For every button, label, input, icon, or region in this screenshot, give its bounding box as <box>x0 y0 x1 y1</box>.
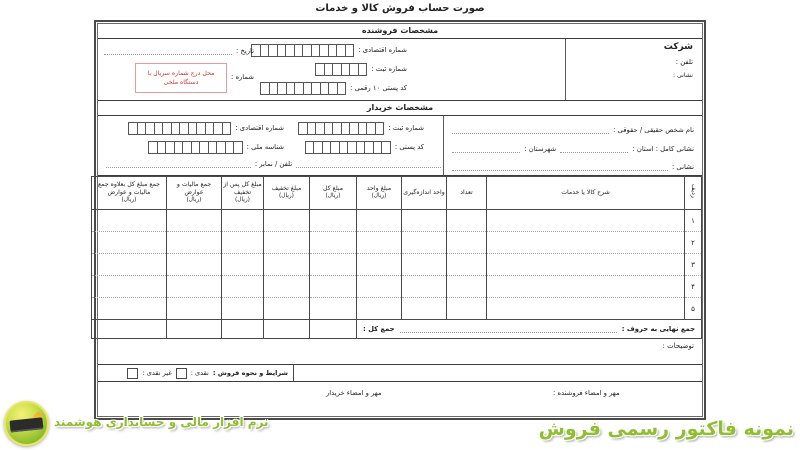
terms-label: شرایط و نحوه فروش : <box>212 369 288 377</box>
buyer-postal-code-boxes[interactable] <box>306 141 391 154</box>
items-table-header-row <box>92 177 702 210</box>
totals-after-discount-cell[interactable] <box>222 320 264 339</box>
seller-postal-code-row <box>252 81 407 95</box>
col-header-discount: مبلغ تخفیف (ریال) <box>264 177 310 210</box>
buyer-phone-fax-label: تلفن / نمابر : <box>254 160 293 168</box>
row-number-cell: ۱ <box>685 210 702 232</box>
buyer-reg-postal-block <box>299 121 424 159</box>
totals-row <box>92 320 702 339</box>
buyer-national-id-row <box>129 140 284 154</box>
items-table <box>91 176 702 339</box>
col-header-description: شرح کالا یا خدمات <box>487 177 685 210</box>
hooshmand-logo <box>4 401 49 446</box>
col-header-unit-price: مبلغ واحد (ریال) <box>357 177 402 210</box>
seller-date-number-block <box>104 47 254 93</box>
buyer-full-address-row <box>452 139 694 153</box>
seller-company-block <box>565 39 702 100</box>
seller-economic-code-row <box>252 43 407 57</box>
table-row[interactable] <box>92 298 702 320</box>
seller-number-row <box>104 61 254 93</box>
buyer-section <box>98 116 702 176</box>
totals-words-cell <box>357 320 702 339</box>
col-header-row-number: ردیف <box>685 177 702 210</box>
col-header-total-after-discount: مبلغ کل پس از تخفیف (ریال) <box>222 177 264 210</box>
buyer-reg-number-row <box>299 121 424 135</box>
signatures-row <box>98 382 702 411</box>
totals-plus-tax-cell[interactable] <box>92 320 167 339</box>
totals-total-price-cell[interactable] <box>310 320 357 339</box>
table-row[interactable] <box>92 276 702 298</box>
serial-number-note: محل درج شماره سریال با دستگاه ملخی <box>135 63 227 93</box>
seller-section <box>98 39 702 101</box>
seller-address-label: نشانی : <box>672 72 693 79</box>
buyer-postal-code-label: کد پستی : <box>394 143 424 151</box>
seller-postal-code-label: کد پستی ۱۰ رقمی : <box>350 84 407 92</box>
buyer-national-id-boxes[interactable] <box>149 141 243 154</box>
seller-company-label: شرکت <box>663 42 693 52</box>
table-row[interactable] <box>92 210 702 232</box>
seller-reg-number-row <box>252 62 407 76</box>
non-cash-checkbox[interactable] <box>127 368 138 379</box>
buyer-address-field[interactable] <box>452 163 668 171</box>
seller-date-field[interactable] <box>104 47 232 55</box>
cash-label: نقدی : <box>190 369 209 377</box>
terms-row <box>98 365 702 382</box>
seller-reg-number-boxes[interactable] <box>316 63 367 76</box>
buyer-phone-fax-row <box>106 160 441 168</box>
seller-economic-code-label: شماره اقتصادی : <box>358 46 407 54</box>
buyer-signature-label: مهر و امضاء خریدار <box>326 389 382 397</box>
totals-discount-cell[interactable] <box>264 320 310 339</box>
seller-phone-label: تلفن : <box>675 58 693 66</box>
buyer-fax-field[interactable] <box>106 160 251 168</box>
buyer-reg-number-label: شماره ثبت : <box>388 124 424 132</box>
page-title: صورت حساب فروش کالا و خدمات <box>315 3 485 14</box>
buyer-full-address-label: نشانی کامل : استان : <box>632 144 694 153</box>
buyer-name-row <box>452 120 694 134</box>
logo-device-shape <box>9 417 43 432</box>
notes-label: توضیحات : <box>662 342 694 350</box>
seller-signature-label: مهر و امضاء فروشنده : <box>553 389 620 397</box>
seller-number-label: شماره : <box>231 73 254 81</box>
notes-row <box>98 339 702 365</box>
buyer-section-header: مشخصات خریدار <box>98 101 702 116</box>
row-number-cell: ۲ <box>685 232 702 254</box>
buyer-address-label: نشانی : <box>671 163 694 171</box>
table-row[interactable] <box>92 232 702 254</box>
buyer-economic-code-row <box>129 121 284 135</box>
buyer-city-field[interactable] <box>452 145 520 153</box>
buyer-postal-code-row <box>299 140 424 154</box>
non-cash-label: غیر نقدی : <box>142 369 172 377</box>
seller-reg-number-label: شماره ثبت : <box>371 65 407 73</box>
buyer-reg-number-boxes[interactable] <box>299 122 384 135</box>
buyer-name-field[interactable] <box>452 126 609 134</box>
col-header-total-plus-tax: جمع مبلغ کل بعلاوه جمع مالیات و عوارض (ریال) <box>92 177 167 210</box>
sample-invoice-watermark-text: نمونه فاکتور رسمی فروش <box>538 418 794 440</box>
buyer-province-field[interactable] <box>560 145 628 153</box>
invoice-form-inner <box>97 23 703 417</box>
invoice-form <box>94 20 706 420</box>
row-number-cell: ۵ <box>685 298 702 320</box>
seller-codes-block <box>252 43 407 100</box>
total-in-words-field[interactable] <box>400 325 617 333</box>
totals-tax-cell[interactable] <box>167 320 222 339</box>
grand-total-label: جمع کل : <box>363 325 395 333</box>
col-header-unit: واحد اندازه‌گیری <box>402 177 447 210</box>
brand-watermark-text: نرم افزار مالی و حسابداری هوشمند <box>54 415 269 429</box>
terms-box <box>98 365 294 381</box>
col-header-tax-duties: جمع مالیات و عوارض (ریال) <box>167 177 222 210</box>
buyer-codes-block <box>129 121 284 159</box>
total-in-words-label: جمع نهایی به حروف : <box>621 325 695 333</box>
buyer-phone-field[interactable] <box>296 160 441 168</box>
seller-date-row <box>104 47 254 55</box>
col-header-quantity: تعداد <box>447 177 487 210</box>
col-header-total-price: مبلغ کل (ریال) <box>310 177 357 210</box>
buyer-economic-code-label: شماره اقتصادی : <box>235 124 284 132</box>
buyer-identity-block <box>443 116 702 175</box>
buyer-economic-code-boxes[interactable] <box>129 122 231 135</box>
seller-postal-code-boxes[interactable] <box>261 82 346 95</box>
cash-checkbox[interactable] <box>176 368 187 379</box>
buyer-address-row <box>452 157 694 171</box>
row-number-cell: ۳ <box>685 254 702 276</box>
row-number-cell: ۴ <box>685 276 702 298</box>
seller-economic-code-boxes[interactable] <box>252 44 354 57</box>
table-row[interactable] <box>92 254 702 276</box>
seller-date-label: تاریخ : <box>236 47 254 55</box>
seller-section-header: مشخصات فروشنده <box>98 24 702 39</box>
buyer-name-label: نام شخص حقیقی / حقوقی : <box>613 126 694 134</box>
buyer-national-id-label: شناسه ملی : <box>246 143 284 151</box>
buyer-city-label: شهرستان : <box>524 144 557 153</box>
